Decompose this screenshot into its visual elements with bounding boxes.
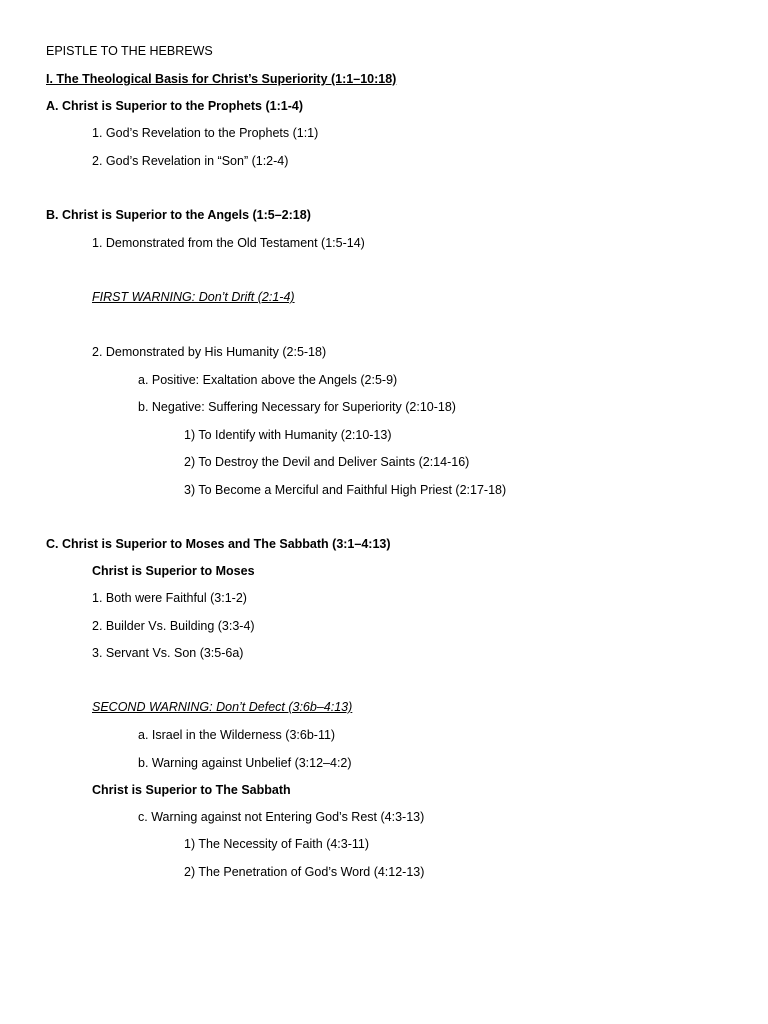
- heading-a: A. Christ is Superior to the Prophets (1:1-4): [46, 99, 303, 113]
- item-b-2-b-2: 2) To Destroy the Devil and Deliver Saints (2:14-16): [184, 455, 470, 469]
- item-b-2-b-1: 1) To Identify with Humanity (2:10-13): [184, 428, 392, 442]
- heading-c: C. Christ is Superior to Moses and The Sabbath (3:1–4:13): [46, 537, 391, 551]
- moses-heading: Christ is Superior to Moses: [92, 564, 255, 578]
- moses-item-2: 2. Builder Vs. Building (3:3-4): [92, 619, 255, 633]
- item-b-2-b: b. Negative: Suffering Necessary for Superiority (2:10-18): [138, 400, 456, 414]
- section-heading-1: I. The Theological Basis for Christ’s Superiority (1:1–10:18): [46, 72, 397, 86]
- item-b-2-b-3: 3) To Become a Merciful and Faithful High Priest (2:17-18): [184, 483, 507, 497]
- sabbath-item-c-2: 2) The Penetration of God’s Word (4:12-13): [184, 865, 425, 879]
- warning-item-a: a. Israel in the Wilderness (3:6b-11): [138, 728, 336, 742]
- moses-item-1: 1. Both were Faithful (3:1-2): [92, 591, 247, 605]
- sabbath-heading: Christ is Superior to The Sabbath: [92, 783, 291, 797]
- heading-b: B. Christ is Superior to the Angels (1:5–2:18): [46, 208, 311, 222]
- item-b-2-a: a. Positive: Exaltation above the Angels (2:5-9): [138, 373, 398, 387]
- item-b-2: 2. Demonstrated by His Humanity (2:5-18): [92, 345, 327, 359]
- moses-item-3: 3. Servant Vs. Son (3:5-6a): [92, 646, 244, 660]
- sabbath-item-c: c. Warning against not Entering God’s Rest (4:3-13): [138, 810, 425, 824]
- warning-item-b: b. Warning against Unbelief (3:12–4:2): [138, 756, 352, 770]
- document-title: EPISTLE TO THE HEBREWS: [46, 44, 213, 58]
- item-a-1: 1. God’s Revelation to the Prophets (1:1): [92, 126, 319, 140]
- second-warning: SECOND WARNING: Don’t Defect (3:6b–4:13): [92, 700, 353, 714]
- item-a-2: 2. God’s Revelation in “Son” (1:2-4): [92, 154, 289, 168]
- item-b-1: 1. Demonstrated from the Old Testament (1:5-14): [92, 236, 365, 250]
- first-warning: FIRST WARNING: Don’t Drift (2:1-4): [92, 290, 295, 304]
- sabbath-item-c-1: 1) The Necessity of Faith (4:3-11): [184, 837, 370, 851]
